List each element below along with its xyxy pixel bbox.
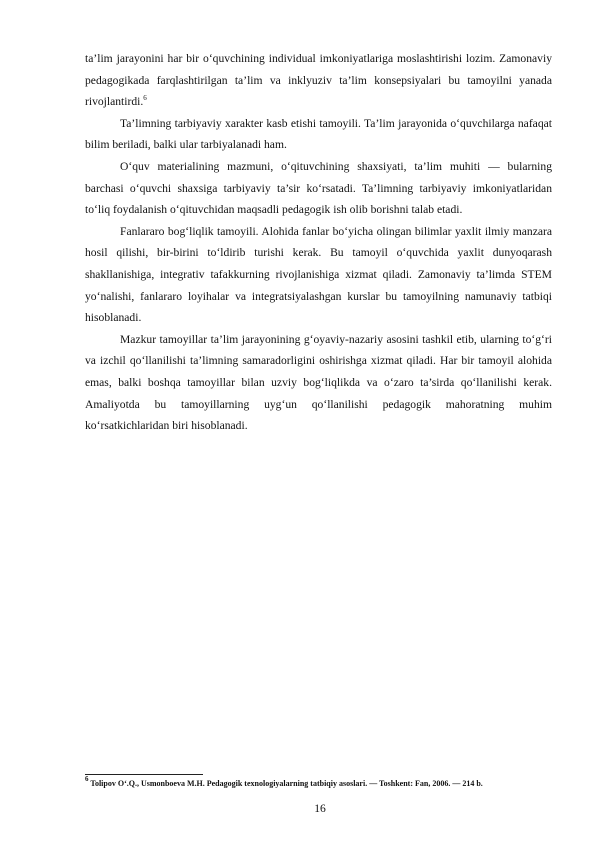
page-number: 16	[314, 802, 326, 815]
paragraph-2: Ta’limning tarbiyaviy xarakter kasb etishi tamoyili. Ta’lim jarayonida o‘quvchilarga nafaqat bilim beriladi, balki ular tarbiyalanadi ham.	[85, 116, 552, 152]
footnote-separator	[85, 774, 203, 775]
footnote-marker: 6	[85, 775, 89, 783]
paragraph-3: O‘quv materialining mazmuni, o‘qituvchining shaxsiyati, ta’lim muhiti — bularning barchasi o‘quvchi shaxsiga tarbiyaviy ta’sir ko‘rsatadi. Ta’limning tarbiyaviy imkoniyatlaridan to‘liq foydalanish o‘qituvchidan maqsadli pedagogik ish olib borishni talab etadi.	[85, 159, 552, 217]
paragraph-1: ta’lim jarayonini har bir o‘quvchining individual imkoniyatlariga moslashtirishi lozim. Zamonaviy pedagogikada farqlashtirilgan ta’lim va inklyuziv ta’lim konsepsiyalari bu tamoyilni yanada rivojlantirdi.$^6$	[85, 52, 552, 109]
footnote-text: Tolipov O‘.Q., Usmonboeva M.H. Pedagogik texnologiyalarning tatbiqiy asoslari. — Toshkent: Fan, 2006. — 214 b.	[90, 779, 483, 788]
paragraph-5: Mazkur tamoyillar ta’lim jarayonining g‘oyaviy-nazariy asosini tashkil etib, ularning to‘g‘ri va izchil qo‘llanilishi ta’limning samaradorligini oshirishga xizmat qiladi. Har bir tamoyil alohida emas, balki boshqa tamoyillar bilan uzviy bog‘liqlikda va o‘zaro ta’sirda qo‘llanilishi kerak. Amaliyotda bu tamoyillarning uyg‘un qo‘llanilishi pedagogik mahoratning muhim ko‘rsatkichlaridan biri hisoblanadi.	[85, 332, 552, 433]
footnote	[85, 775, 552, 789]
paragraph-4: Fanlararo bog‘liqlik tamoyili. Alohida fanlar bo‘yicha olingan bilimlar yaxlit ilmiy manzara hosil qilishi, bir-birini to‘ldirib turishi kerak. Bu tamoyil o‘quvchida yaxlit dunyoqarash shakllanishiga, integrativ tafakkurning rivojlanishiga xizmat qiladi. Zamonaviy ta’limda STEM yo‘nalishi, fanlararo loyihalar va integratsiyalashgan kurslar bu tamoyilning namunaviy tatbiqi hisoblanadi.	[85, 224, 552, 325]
footnote-reference[interactable]: 6	[143, 94, 147, 103]
body-text	[85, 48, 552, 437]
